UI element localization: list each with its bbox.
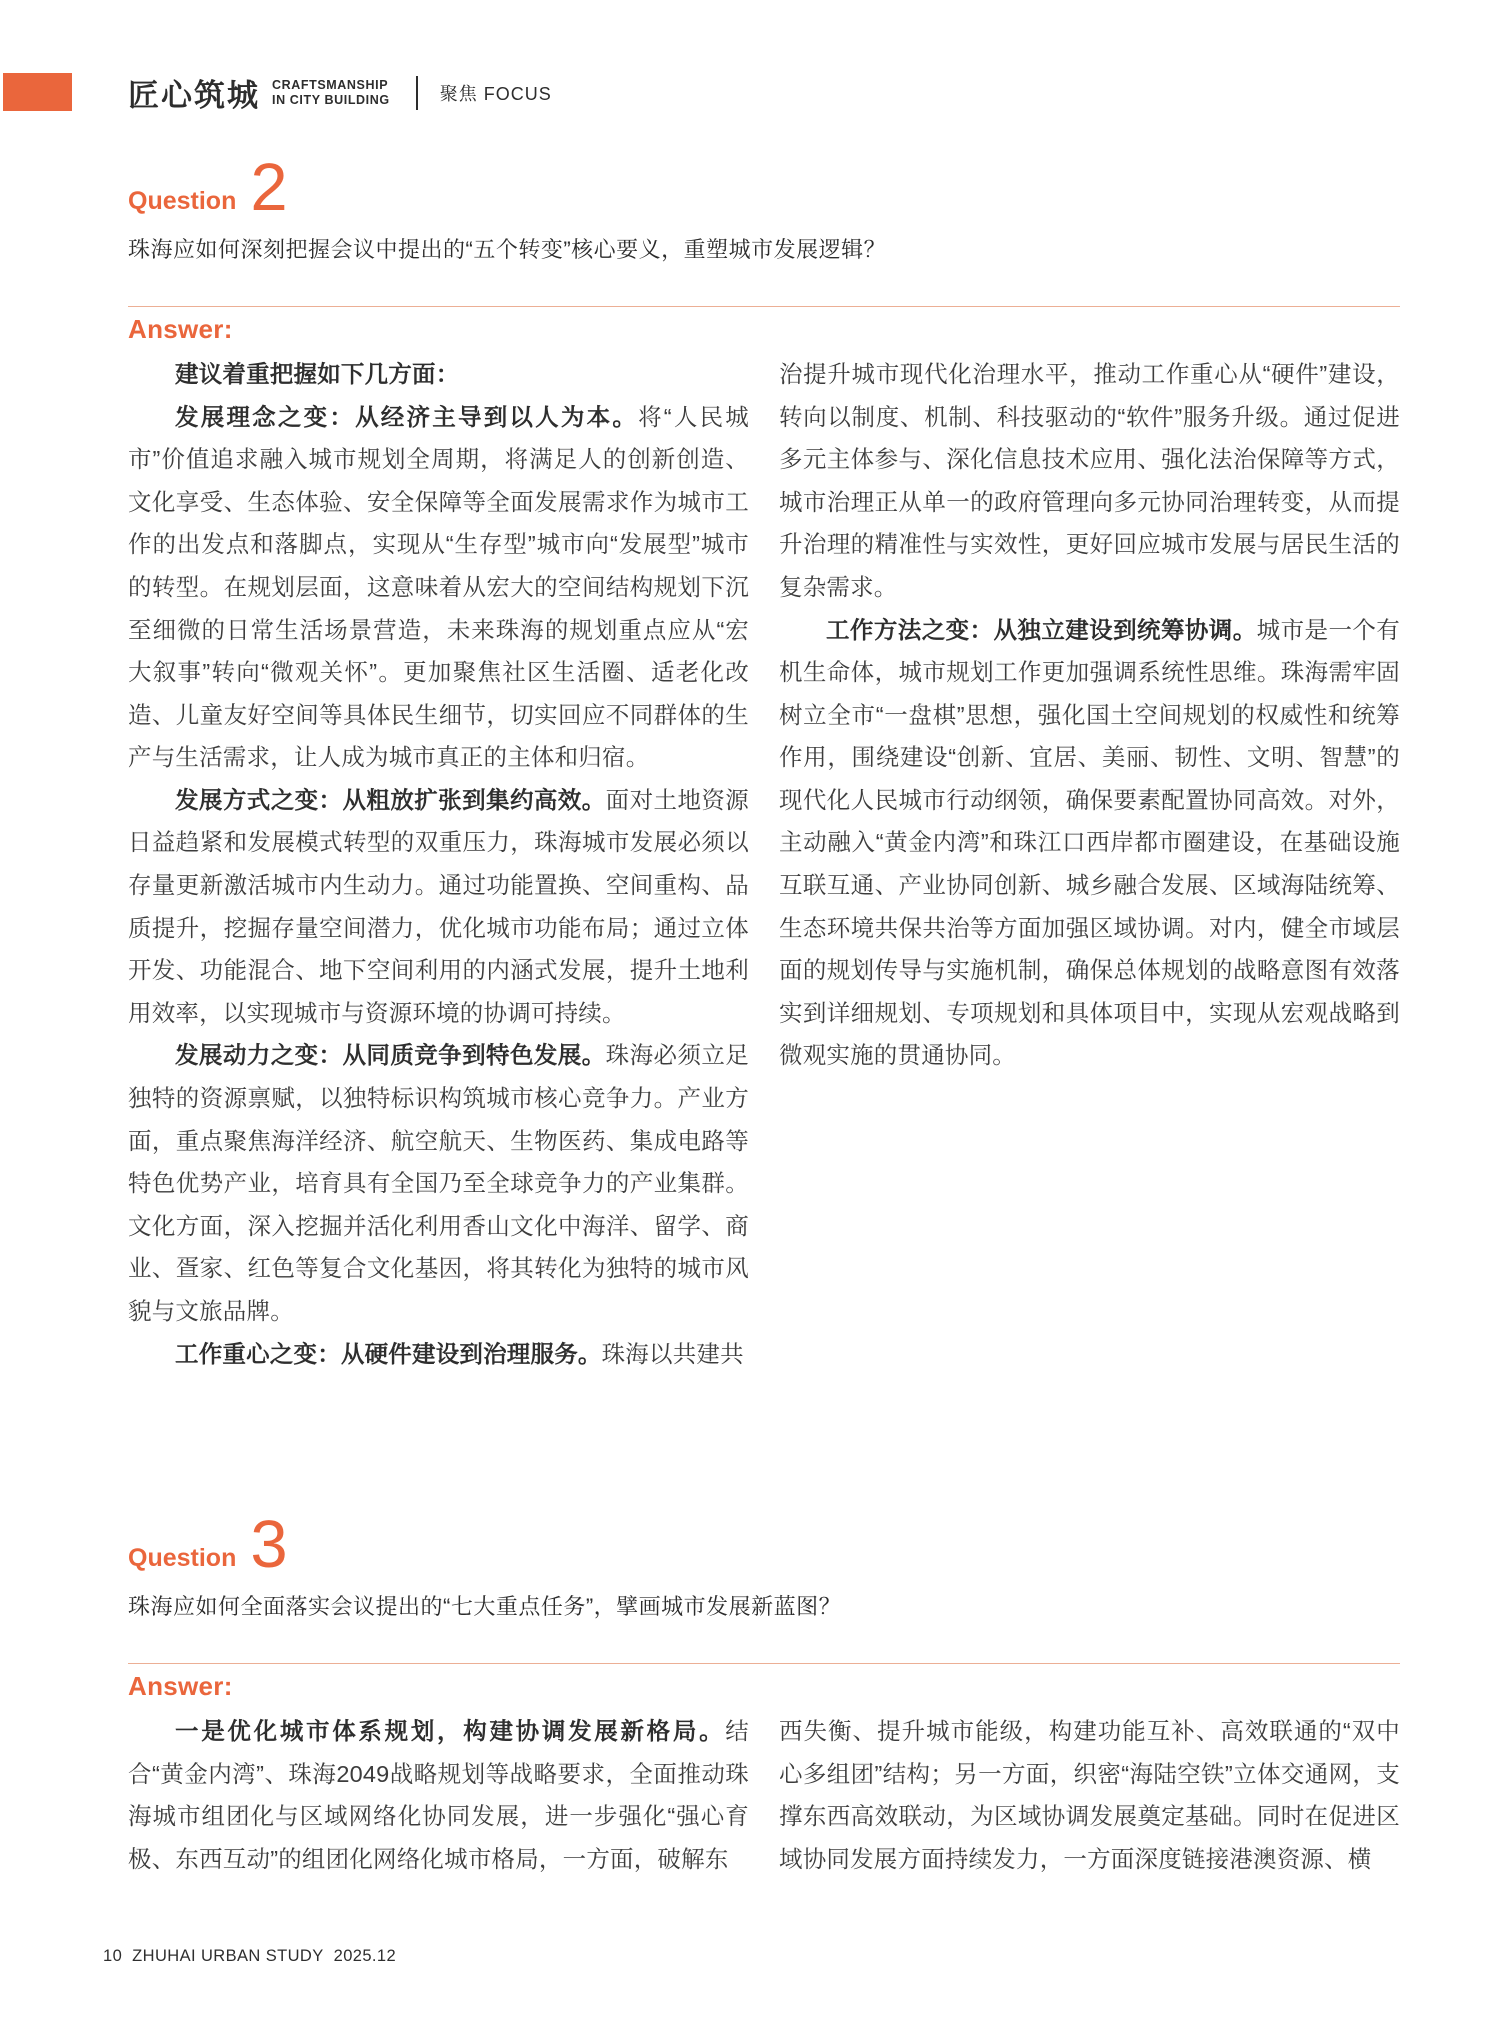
question-2-text: 珠海应如何深刻把握会议中提出的“五个转变”核心要义，重塑城市发展逻辑？: [128, 236, 887, 262]
answer-columns-3: [128, 1710, 1400, 1880]
question-number: 2: [250, 150, 288, 225]
answer-label: Answer:: [128, 313, 233, 344]
paragraph-lead: 发展理念之变：从经济主导到以人为本。: [175, 403, 639, 430]
answer-paragraph: 一是优化城市体系规划，构建协调发展新格局。结合“黄金内湾”、珠海2049战略规划等战略要求，全面推动珠海城市组团化与区域网络化协同发展，进一步强化“强心育极、东西互动”的组团化网络化城市格局，一方面，破解东: [128, 1718, 749, 1872]
logo-english-line1: CRAFTSMANSHIP: [272, 78, 389, 92]
page-content: [128, 0, 1400, 1881]
answer-left-column: [128, 353, 749, 1375]
question-block-3: [128, 1507, 1400, 1880]
journal-name: ZHUHAI URBAN STUDY: [132, 1947, 324, 1965]
page-number: 10: [103, 1947, 123, 1965]
question-label: Question: [128, 186, 237, 215]
answer-left-column: [128, 1710, 749, 1880]
page-footer: [103, 1947, 396, 1966]
question-2-heading: [128, 150, 1400, 225]
answer-label: Answer:: [128, 1671, 233, 1702]
answer-right-column: [779, 1710, 1400, 1880]
answer-right-column: [779, 353, 1400, 1375]
paragraph-lead: 发展方式之变：从粗放扩张到集约高效。: [175, 786, 606, 813]
question-3-heading: [128, 1507, 1400, 1583]
issue-date: 2025.12: [333, 1947, 397, 1965]
answer-columns-2: [128, 353, 1400, 1375]
paragraph-lead: 工作重心之变：从硬件建设到治理服务。: [175, 1340, 602, 1367]
answer-paragraph: 西失衡、提升城市能级，构建功能互补、高效联通的“双中心多组团”结构；另一方面，织密“海陆空铁”立体交通网，支撑东西高效联动，为区域协调发展奠定基础。同时在促进区域协同发展方面持续发力，一方面深度链接港澳资源、横: [779, 1718, 1400, 1872]
logo-english-line2: IN CITY BUILDING: [272, 92, 390, 107]
answer-paragraph: [128, 353, 749, 396]
answer-paragraph: 治提升城市现代化治理水平，推动工作重心从“硬件”建设，转向以制度、机制、科技驱动的“软件”服务升级。通过促进多元主体参与、深化信息技术应用、强化法治保障等方式，城市治理正从单一的政府管理向多元协同治理转变，从而提升治理的精准性与实效性，更好回应城市发展与居民生活的复杂需求。: [779, 360, 1400, 600]
answer-paragraph: 工作方法之变：从独立建设到统筹协调。城市是一个有机生命体，城市规划工作更加强调系统性思维。珠海需牢固树立全市“一盘棋”思想，强化国土空间规划的权威性和统筹作用，围绕建设“创新、宜居、美丽、韧性、文明、智慧”的现代化人民城市行动纲领，确保要素配置协同高效。对外，主动融入“黄金内湾”和珠江口西岸都市圈建设，在基础设施互联互通、产业协同创新、城乡融合发展、区域海陆统筹、生态环境共保共治等方面加强区域协调。对内，健全市域层面的规划传导与实施机制，确保总体规划的战略意图有效落实到详细规划、专项规划和具体项目中，实现从宏观战略到微观实施的贯通协同。: [779, 616, 1400, 1069]
journal-logo-chinese: 匠心筑城: [128, 78, 260, 113]
answer-section-3: [128, 1663, 1400, 1880]
question-block-2: [128, 150, 1400, 1375]
answer-paragraph: 工作重心之变：从硬件建设到治理服务。珠海以共建共: [175, 1340, 744, 1367]
answer-paragraph: 发展动力之变：从同质竞争到特色发展。珠海必须立足独特的资源禀赋，以独特标识构筑城市核心竞争力。产业方面，重点聚焦海洋经济、航空航天、生物医药、集成电路等特色优势产业，培育具有全国乃至全球竞争力的产业集群。文化方面，深入挖掘并活化利用香山文化中海洋、留学、商业、疍家、红色等复合文化基因，将其转化为独特的城市风貌与文旅品牌。: [128, 1042, 749, 1324]
section-label: 聚焦 FOCUS: [439, 83, 552, 104]
paragraph-lead: 建议着重把握如下几方面：: [175, 360, 460, 387]
question-label: Question: [128, 1544, 237, 1573]
paragraph-lead: 一是优化城市体系规划，构建协调发展新格局。: [175, 1718, 726, 1745]
paragraph-lead: 发展动力之变：从同质竞争到特色发展。: [175, 1042, 606, 1069]
answer-section-2: [128, 306, 1400, 1375]
paragraph-lead: 工作方法之变：从独立建设到统筹协调。: [826, 616, 1257, 643]
question-number: 3: [250, 1507, 288, 1583]
question-3-text: 珠海应如何全面落实会议提出的“七大重点任务”，擘画城市发展新蓝图？: [128, 1594, 842, 1620]
answer-paragraph: 发展方式之变：从粗放扩张到集约高效。面对土地资源日益趋紧和发展模式转型的双重压力，珠海城市发展必须以存量更新激活城市内生动力。通过功能置换、空间重构、品质提升，挖掘存量空间潜力，优化城市功能布局；通过立体开发、功能混合、地下空间利用的内涵式发展，提升土地利用效率，以实现城市与资源环境的协调可持续。: [128, 786, 749, 1026]
brand-color-block: [3, 73, 72, 111]
answer-paragraph: 发展理念之变：从经济主导到以人为本。将“人民城市”价值追求融入城市规划全周期，将满足人的创新创造、文化享受、生态体验、安全保障等全面发展需求作为城市工作的出发点和落脚点，实现从“生存型”城市向“发展型”城市的转型。在规划层面，这意味着从宏大的空间结构规划下沉至细微的日常生活场景营造，未来珠海的规划重点应从“宏大叙事”转向“微观关怀”。更加聚焦社区生活圈、适老化改造、儿童友好空间等具体民生细节，切实回应不同群体的生产与生活需求，让人成为城市真正的主体和归宿。: [128, 403, 749, 771]
